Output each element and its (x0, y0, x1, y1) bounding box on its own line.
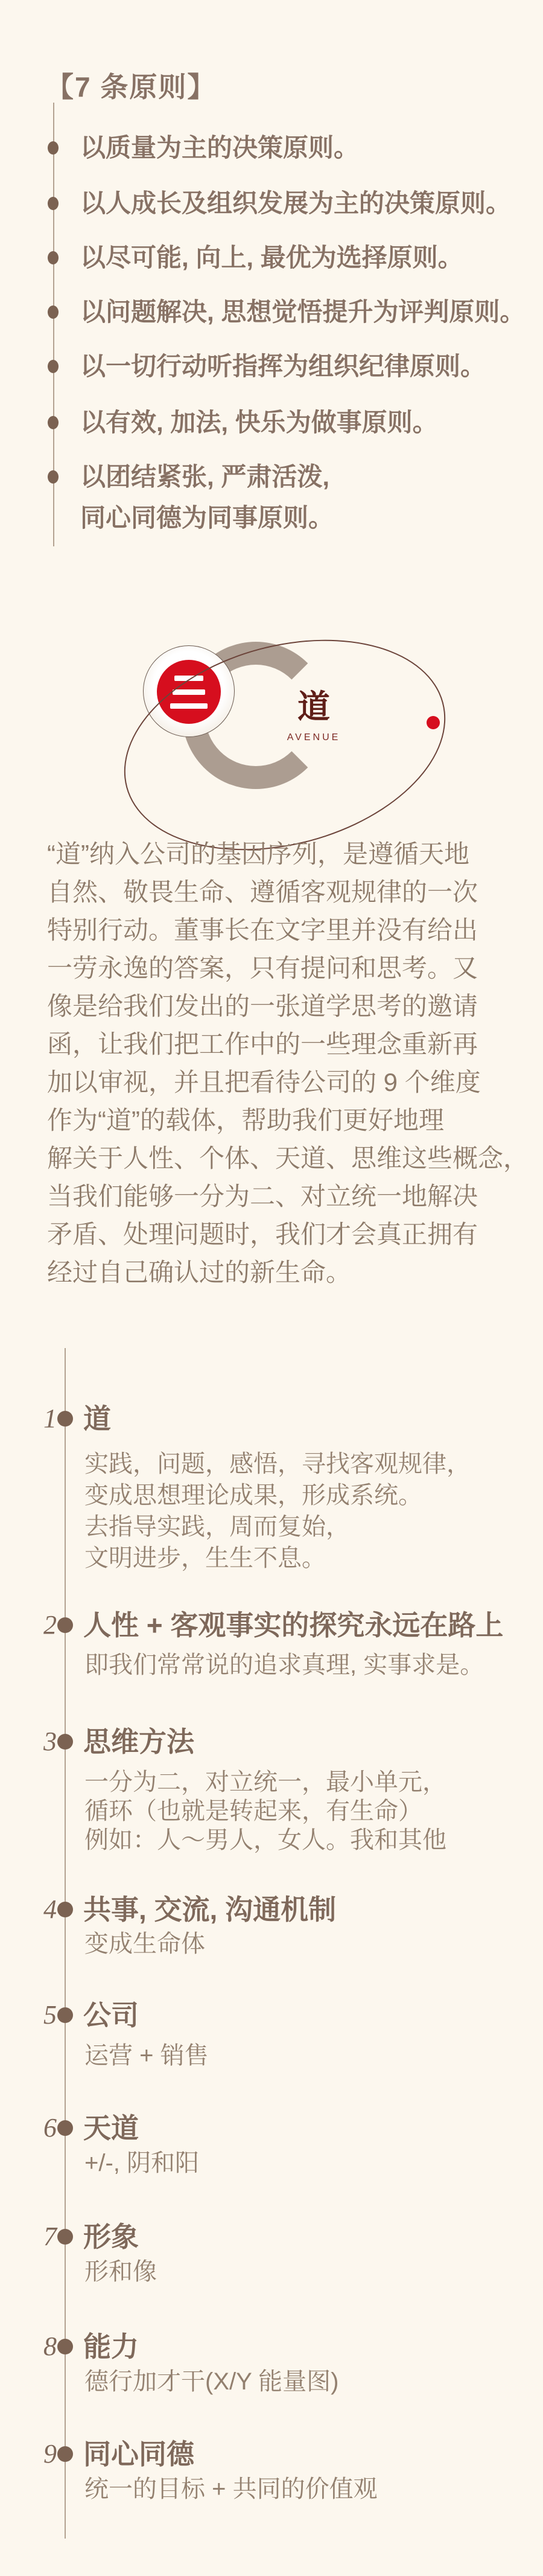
bullet-dot (48, 470, 59, 484)
item-body-line: 文明进步，生生不息。 (84, 1545, 326, 1571)
item-body-line: 统一的目标 + 共同的价值观 (84, 2476, 378, 2502)
item-number: 3 (43, 1727, 57, 1756)
item-title: 思维方法 (83, 1726, 194, 1757)
item-body-line: 运营 + 销售 (84, 2042, 209, 2069)
principles-heading: 【7 条原则】 (46, 71, 217, 103)
item-title: 同心同德 (83, 2438, 194, 2470)
item-dot (57, 1411, 73, 1427)
intro-line: “道”纳入公司的基因序列，是遵循天地 (47, 840, 469, 868)
item-number: 7 (43, 2222, 57, 2251)
item-dot (57, 1734, 73, 1750)
logo-brand-word: AVENUE (287, 732, 341, 743)
logo-dao-character: 道 (297, 689, 330, 725)
intro-line: 加以审视，并且把看待公司的 9 个维度 (47, 1068, 481, 1096)
item-dot (57, 2229, 73, 2245)
intro-line: 像是给我们发出的一张道学思考的邀请 (47, 992, 478, 1020)
item-number: 6 (43, 2113, 57, 2143)
item-title: 能力 (83, 2331, 139, 2362)
principle-item: 以有效, 加法, 快乐为做事原则。 (80, 408, 438, 436)
item-dot (57, 2007, 73, 2023)
principle-item: 以质量为主的决策原则。 (80, 133, 360, 162)
item-dot (57, 1902, 73, 1917)
item-title: 道 (83, 1403, 111, 1434)
principle-item: 以问题解决, 思想觉悟提升为评判原则。 (80, 298, 526, 326)
bullet-dot (48, 141, 59, 155)
item-dot (57, 2339, 73, 2354)
intro-line: 解关于人性、个体、天道、思维这些概念， (47, 1144, 529, 1172)
principle-item: 以团结紧张, 严肃活泼, (80, 462, 330, 491)
item-body-line: 去指导实践，周而复始， (84, 1513, 350, 1540)
principle-item: 以尽可能, 向上, 最优为选择原则。 (80, 243, 463, 272)
item-number: 9 (43, 2439, 57, 2469)
intro-line: 一劳永逸的答案，只有提问和思考。又 (47, 954, 478, 982)
intro-line: 当我们能够一分为二、对立统一地解决 (47, 1182, 478, 1210)
item-number: 1 (43, 1404, 57, 1433)
intro-line: 函，让我们把工作中的一些理念重新再 (47, 1030, 478, 1058)
bullet-dot (48, 416, 59, 429)
bullet-dot (48, 251, 59, 264)
item-title: 形象 (83, 2221, 139, 2252)
logo-orbit-dot (427, 716, 440, 729)
principle-item: 同心同德为同事原则。 (80, 503, 334, 532)
bullet-dot (48, 305, 59, 319)
intro-line: 矛盾、处理问题时，我们才会真正拥有 (47, 1220, 478, 1248)
item-body-line: 即我们常常说的追求真理, 实事求是。 (84, 1652, 484, 1678)
item-title: 天道 (83, 2112, 139, 2144)
intro-line: 特别行动。董事长在文字里并没有给出 (47, 916, 478, 944)
item-body-line: 德行加才干(X/Y 能量图) (84, 2368, 339, 2395)
item-number: 4 (43, 1894, 57, 1924)
intro-line: 作为“道”的载体，帮助我们更好地理 (47, 1106, 444, 1134)
item-body-line: 一分为二，对立统一，最小单元， (84, 1769, 446, 1795)
item-number: 2 (43, 1610, 57, 1640)
item-title: 公司 (83, 1999, 139, 2031)
item-body-line: 形和像 (84, 2258, 157, 2285)
item-title: 人性 + 客观事实的探究永远在路上 (83, 1609, 504, 1641)
bullet-dot (48, 197, 59, 210)
item-body-line: 实践，问题，感悟，寻找客观规律， (84, 1451, 471, 1477)
item-body-line: 循环（也就是转起来，有生命） (84, 1798, 422, 1824)
item-dot (57, 2120, 73, 2136)
intro-line: 经过自己确认过的新生命。 (47, 1258, 352, 1286)
principle-item: 以人成长及组织发展为主的决策原则。 (80, 189, 512, 217)
item-dot (57, 2446, 73, 2462)
item-body-line: 变成思想理论成果，形成系统。 (84, 1482, 422, 1509)
intro-line: 自然、敬畏生命、遵循客观规律的一次 (47, 878, 478, 906)
principle-item: 以一切行动听指挥为组织纪律原则。 (80, 352, 486, 380)
item-title: 共事, 交流, 沟通机制 (83, 1894, 337, 1925)
item-body-line: 变成生命体 (84, 1931, 205, 1957)
item-dot (57, 1617, 73, 1633)
bullet-dot (48, 360, 59, 373)
item-body-line: 例如：人～男人，女人。我和其他 (84, 1827, 446, 1853)
item-number: 5 (43, 2000, 57, 2030)
dimensions-timeline-line (65, 1348, 66, 2539)
item-number: 8 (43, 2332, 57, 2361)
item-body-line: +/-, 阴和阳 (84, 2150, 200, 2176)
